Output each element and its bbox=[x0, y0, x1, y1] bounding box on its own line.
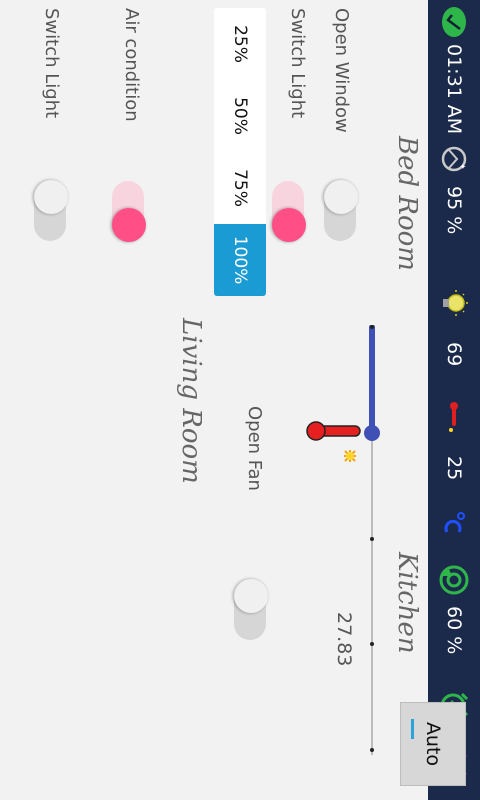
living-room-slider[interactable] bbox=[368, 325, 376, 755]
auto-button-label: Auto bbox=[422, 721, 444, 767]
slider-tick bbox=[370, 748, 374, 752]
living-room-title: Living Room bbox=[176, 318, 206, 484]
status-humidity: 95 % bbox=[443, 186, 465, 235]
living-switch-light-switch[interactable] bbox=[30, 181, 70, 241]
open-fan-switch[interactable] bbox=[230, 580, 270, 640]
status-time: 01:31 AM bbox=[443, 44, 465, 135]
celsius-icon bbox=[428, 510, 480, 538]
status-sound-level: 60 % bbox=[443, 606, 465, 655]
open-window-label: Open Window bbox=[331, 8, 352, 133]
bed-switch-light-switch[interactable] bbox=[268, 181, 308, 241]
kitchen-temperature-value: 27.83 bbox=[333, 612, 355, 667]
leaf-icon bbox=[428, 6, 480, 38]
level-option-25[interactable]: 25% bbox=[230, 25, 250, 63]
level-option-50[interactable]: 50% bbox=[230, 97, 250, 135]
kitchen-title: Kitchen bbox=[392, 552, 422, 654]
slider-tick bbox=[370, 537, 374, 541]
air-condition-switch[interactable] bbox=[108, 181, 148, 241]
bed-switch-light-label: Switch Light bbox=[287, 8, 308, 119]
bed-room-title: Bed Room bbox=[392, 136, 422, 271]
status-light: 69 bbox=[443, 342, 465, 367]
svg-text:✦: ✦ bbox=[458, 163, 467, 170]
living-switch-light-label: Switch Light bbox=[41, 8, 62, 119]
open-window-switch[interactable] bbox=[320, 181, 360, 241]
thermometer-icon bbox=[428, 400, 480, 434]
air-condition-label: Air condition bbox=[121, 8, 142, 122]
light-level-selector bbox=[214, 8, 266, 296]
slider-tick bbox=[370, 325, 374, 329]
status-bar bbox=[428, 0, 480, 800]
open-fan-label: Open Fan bbox=[244, 406, 265, 491]
kitchen-thermometer-icon bbox=[298, 418, 362, 472]
auto-button[interactable] bbox=[400, 702, 466, 786]
slider-fill bbox=[369, 325, 375, 433]
humidity-icon bbox=[428, 144, 480, 174]
lightbulb-icon bbox=[428, 288, 480, 318]
slider-thumb[interactable] bbox=[364, 425, 380, 441]
level-option-100[interactable]: 100% bbox=[214, 224, 266, 296]
status-temperature: 25 bbox=[443, 456, 465, 481]
level-option-75[interactable]: 75% bbox=[230, 169, 250, 207]
sound-level-icon bbox=[428, 564, 480, 596]
slider-tick bbox=[370, 642, 374, 646]
auto-button-indicator bbox=[411, 719, 414, 739]
